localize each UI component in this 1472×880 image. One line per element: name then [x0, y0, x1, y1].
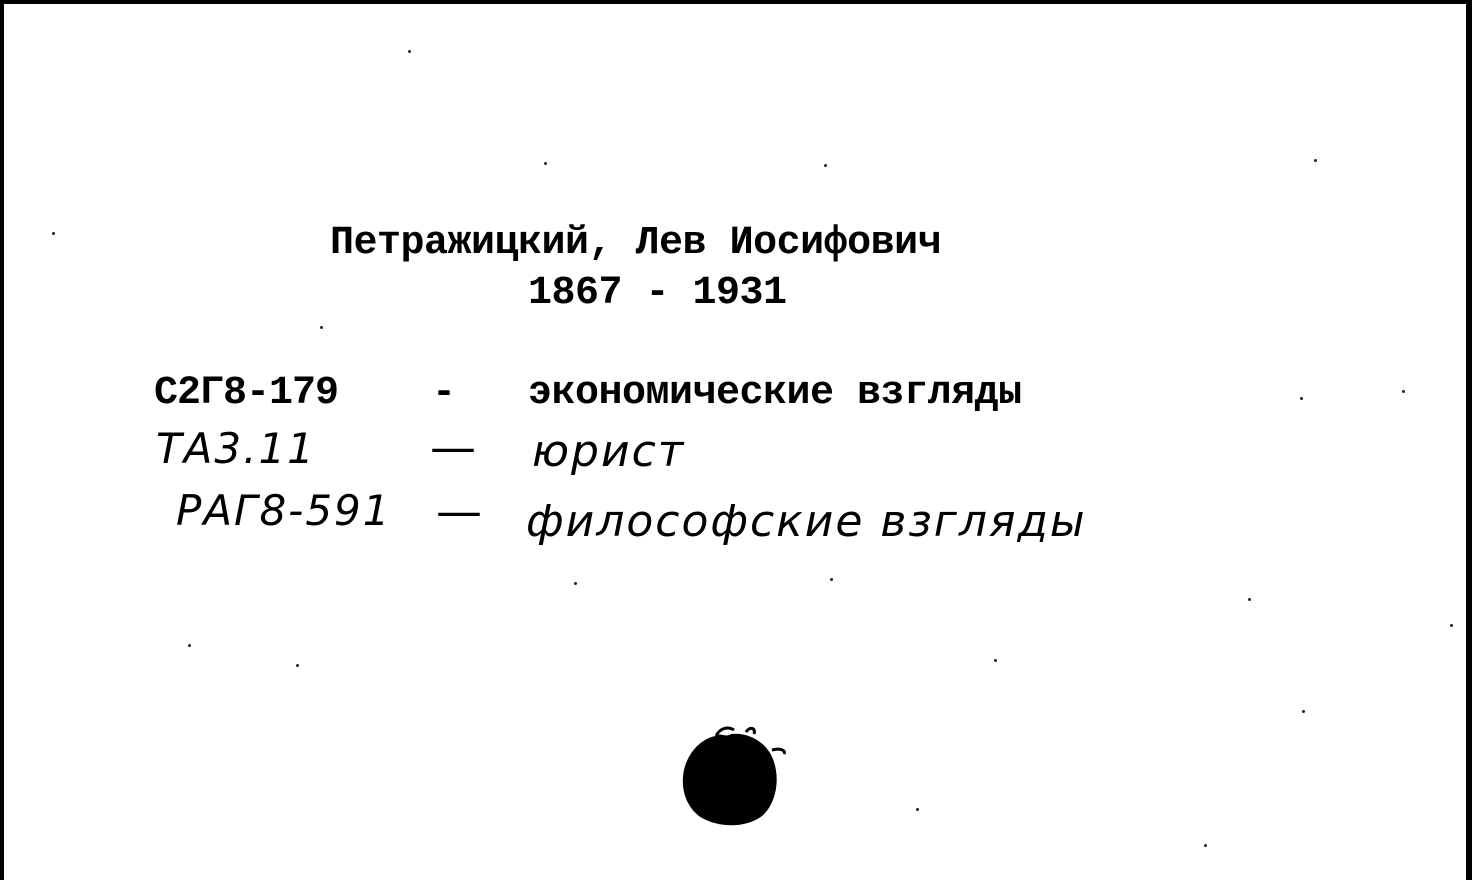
dust-speck [574, 582, 577, 585]
dust-speck [916, 808, 919, 811]
entry-dash-handwritten: — [436, 484, 484, 538]
entry-dash: - [432, 371, 457, 416]
entry-code-handwritten: РАГ8-591 [176, 486, 392, 535]
entry-description-handwritten: юрист [532, 426, 686, 477]
entry-code-handwritten: ТА3.11 [156, 424, 316, 473]
dust-speck [1300, 397, 1303, 400]
dust-speck [1248, 598, 1251, 601]
entry-dash-handwritten: — [430, 420, 478, 474]
dust-speck [824, 164, 827, 167]
dust-speck [320, 326, 323, 329]
dust-speck [1314, 159, 1317, 162]
dust-speck [544, 162, 547, 165]
dust-speck [1450, 624, 1453, 627]
dust-speck [1302, 710, 1305, 713]
entry-description: экономические взгляды [528, 371, 1022, 416]
dust-speck [296, 664, 299, 667]
entry-code: С2Г8-179 [154, 371, 339, 416]
entry-description-handwritten: философские взгляды [526, 496, 1087, 547]
dust-speck [188, 644, 191, 647]
dust-speck [52, 232, 55, 235]
dust-speck [1204, 844, 1207, 847]
dust-speck [830, 578, 833, 581]
life-dates: 1867 - 1931 [528, 271, 787, 316]
dust-speck [408, 50, 411, 53]
dust-speck [1402, 390, 1405, 393]
dust-speck [994, 659, 997, 662]
punch-hole-blot [676, 724, 786, 834]
person-name: Петражицкий, Лев Иосифович [330, 221, 942, 266]
